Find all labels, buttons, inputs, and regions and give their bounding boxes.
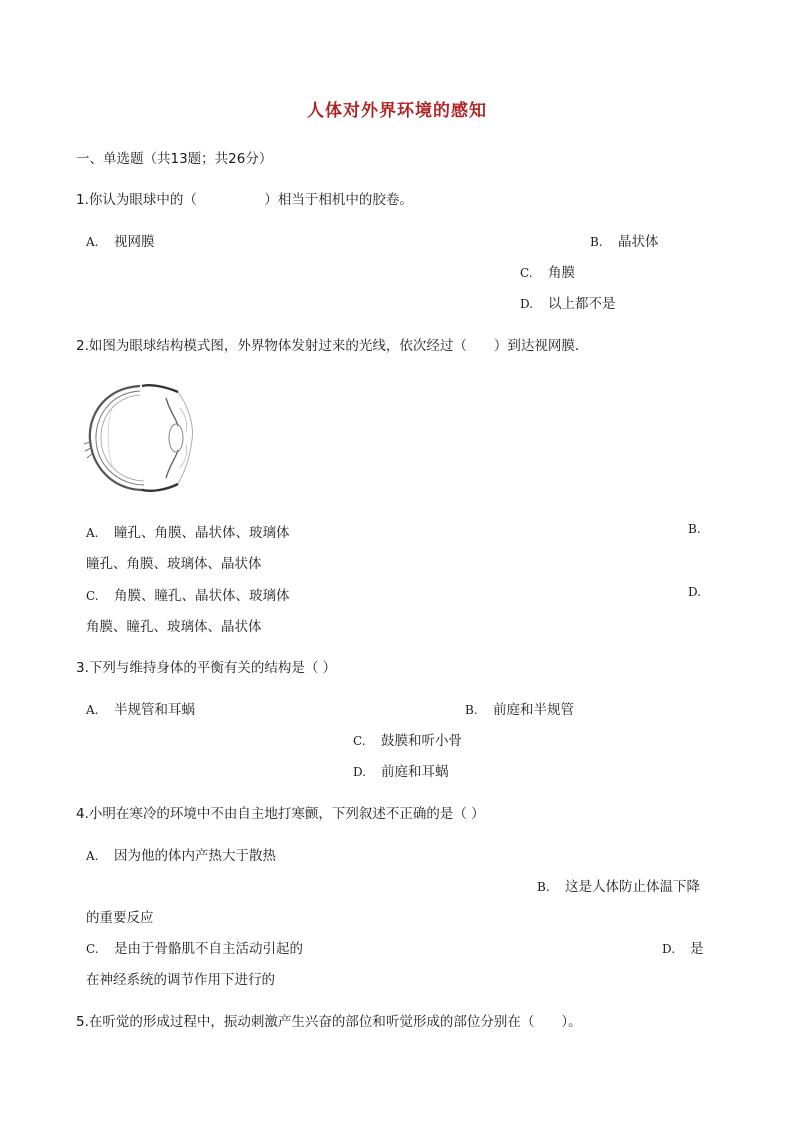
section-heading: 一、单选题（共13题；共26分） [76, 151, 273, 167]
question-3-option-a [86, 698, 195, 718]
question-4-option-a [86, 844, 276, 864]
question-4-option-b-continued: 的重要反应 [86, 910, 154, 926]
option-letter: A. [86, 849, 99, 863]
question-1-option-a [86, 230, 155, 250]
question-4-option-d [662, 937, 704, 957]
question-5-stem: 5.在听觉的形成过程中，振动刺激产生兴奋的部位和听觉形成的部位分别在（ ）。 [76, 1014, 582, 1030]
option-text: 晶状体 [618, 234, 659, 250]
option-text: 角膜、瞳孔、晶状体、玻璃体 [114, 588, 290, 604]
question-1-stem: 1.你认为眼球中的（ ）相当于相机中的胶卷。 [76, 192, 413, 208]
option-letter: C. [353, 734, 366, 748]
option-text: 瞳孔、角膜、晶状体、玻璃体 [114, 525, 290, 541]
question-1-option-b [590, 230, 659, 250]
option-letter: A. [86, 703, 99, 717]
question-2-option-b-text: 瞳孔、角膜、玻璃体、晶状体 [86, 556, 262, 572]
question-2-option-d-text: 角膜、瞳孔、玻璃体、晶状体 [86, 619, 262, 635]
question-1-option-d [520, 292, 616, 312]
question-4-option-c [86, 937, 303, 957]
option-letter: D. [520, 297, 534, 311]
option-text: 以上都不是 [548, 296, 616, 312]
eye-structure-diagram [82, 378, 202, 498]
option-text: 是 [690, 941, 704, 957]
option-text: 前庭和半规管 [493, 702, 574, 718]
option-text: 这是人体防止体温下降 [565, 879, 700, 895]
option-text: 角膜 [548, 265, 575, 281]
option-text: 因为他的体内产热大于散热 [114, 848, 276, 864]
option-letter: C. [520, 266, 533, 280]
question-2-option-a [86, 521, 290, 541]
question-3-option-b [465, 698, 574, 718]
option-text: 是由于骨骼肌不自主活动引起的 [114, 941, 303, 957]
option-letter: A. [86, 235, 99, 249]
option-letter: B. [688, 522, 701, 536]
question-3-stem: 3.下列与维持身体的平衡有关的结构是（ ） [76, 660, 337, 676]
question-2-option-d-letter [688, 584, 716, 600]
option-text: 鼓膜和听小骨 [381, 733, 462, 749]
question-4-stem: 4.小明在寒冷的环境中不由自主地打寒颤，下列叙述不正确的是（ ） [76, 806, 485, 822]
option-letter: B. [537, 880, 550, 894]
question-2-option-c [86, 584, 290, 604]
option-letter: D. [353, 765, 367, 779]
question-4-option-d-continued: 在神经系统的调节作用下进行的 [86, 972, 275, 988]
option-letter: B. [590, 235, 603, 249]
question-1-option-c [520, 261, 575, 281]
option-letter: D. [688, 585, 702, 599]
question-4-option-b [537, 875, 700, 895]
option-text: 前庭和耳蜗 [381, 764, 449, 780]
page-title: 人体对外界环境的感知 [307, 101, 487, 121]
option-letter: C. [86, 589, 99, 603]
option-letter: D. [662, 942, 676, 956]
option-text: 半规管和耳蜗 [114, 702, 195, 718]
question-2-stem: 2.如图为眼球结构模式图，外界物体发射过来的光线，依次经过（ ）到达视网膜． [76, 338, 589, 354]
question-2-option-b-letter [688, 521, 716, 537]
question-3-option-c [353, 729, 462, 749]
option-letter: C. [86, 942, 99, 956]
option-letter: B. [465, 703, 478, 717]
question-3-option-d [353, 760, 449, 780]
option-letter: A. [86, 526, 99, 540]
option-text: 视网膜 [114, 234, 155, 250]
